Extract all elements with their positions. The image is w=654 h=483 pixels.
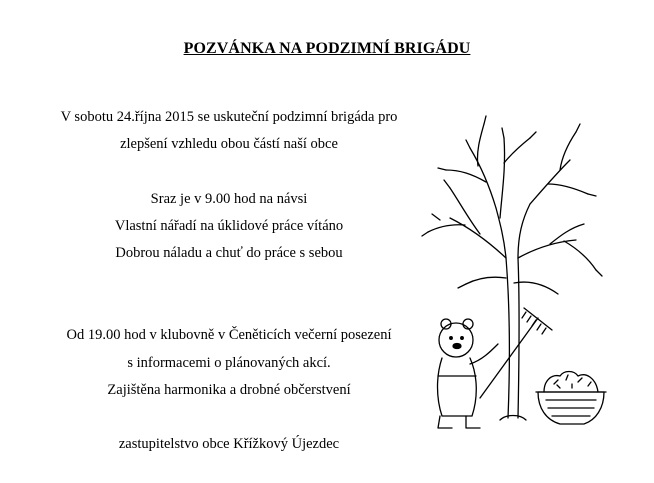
- autumn-illustration: [420, 108, 620, 448]
- intro-line-2: zlepšení vzhledu obou částí naší obce: [120, 136, 338, 152]
- tools-text: Vlastní nářadí na úklidové práce vítáno: [114, 218, 344, 234]
- signature-text: zastupitelstvo obce Křížkový Újezdec: [118, 436, 340, 452]
- page-title: POZVÁNKA NA PODZIMNÍ BRIGÁDU: [183, 40, 471, 57]
- evening-line-1: Od 19.00 hod v klubovně v Čeněticích večerní posezení: [66, 327, 392, 343]
- meeting-point-text: Sraz je v 9.00 hod na návsi: [150, 191, 308, 207]
- mood-text: Dobrou náladu a chuť do práce s sebou: [115, 245, 343, 261]
- intro-line-1: V sobotu 24.října 2015 se uskuteční podzimní brigáda pro: [60, 109, 398, 125]
- evening-line-3: Zajištěna harmonika a drobné občerstvení: [107, 382, 351, 398]
- bare-tree-icon: [422, 116, 602, 420]
- evening-line-2: s informacemi o plánovaných akcí.: [127, 355, 331, 371]
- leaf-basket-icon: [536, 372, 606, 425]
- bear-with-rake-icon: [438, 308, 553, 428]
